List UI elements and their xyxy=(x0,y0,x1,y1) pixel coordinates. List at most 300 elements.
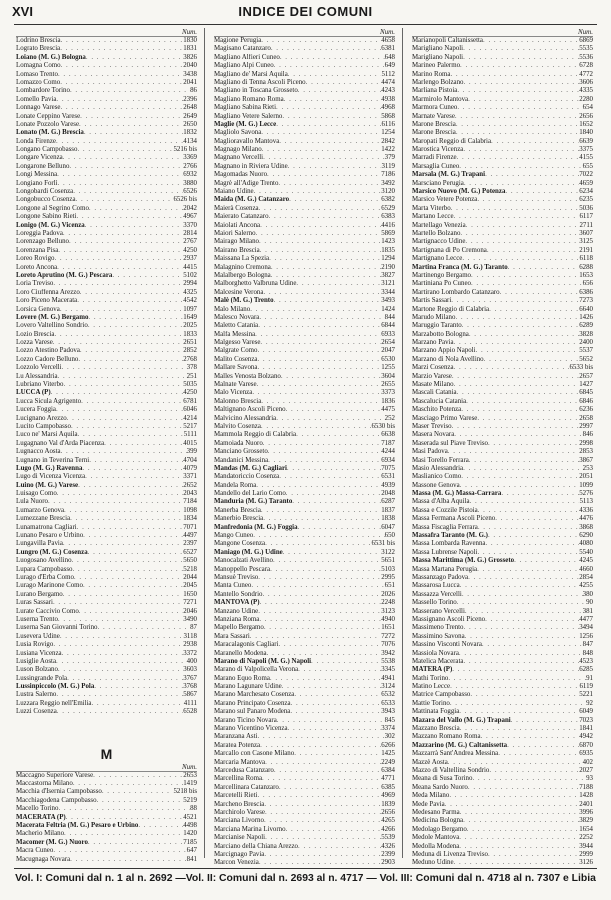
leader-dots xyxy=(56,691,183,699)
comune-name: Maiori Salerno xyxy=(214,229,256,237)
comune-number: 3943 xyxy=(381,708,395,716)
index-entry xyxy=(412,113,593,121)
comune-name: Mazara del Vallo (M. G.) Trapani xyxy=(412,716,511,724)
leader-dots xyxy=(291,700,382,708)
comune-name: Magliano Romano Roma xyxy=(214,95,284,103)
comune-number: 4940 xyxy=(381,615,395,623)
comune-name: Marciana Livorno xyxy=(214,817,264,825)
comune-name: Lorenzana Pisa xyxy=(16,246,59,254)
index-entry xyxy=(412,314,593,322)
leader-dots xyxy=(267,650,382,658)
comune-name: Massignano Ascoli Piceno xyxy=(412,615,486,623)
leader-dots xyxy=(78,356,183,364)
index-entry xyxy=(16,780,197,788)
leader-dots xyxy=(61,448,187,456)
leader-dots xyxy=(270,566,381,574)
index-entry xyxy=(214,675,395,683)
comune-name: Meduno Udine xyxy=(412,859,454,864)
index-entry xyxy=(16,121,197,129)
index-entry xyxy=(16,708,197,716)
index-entry xyxy=(16,71,197,79)
comune-number: 7187 xyxy=(381,439,395,447)
comune-name: Lucca Sicula Agrigento xyxy=(16,397,82,405)
comune-number: 5539 xyxy=(381,834,395,842)
leader-dots xyxy=(279,784,381,792)
index-entry xyxy=(214,440,395,448)
comune-name: Lomazzo Como xyxy=(16,78,61,86)
comune-name: Mamoiada Nuoro xyxy=(214,439,263,447)
comune-number: 841 xyxy=(186,855,197,863)
comune-name: Malgesso Varese xyxy=(214,339,261,347)
comune-name: MACERATA (P) xyxy=(16,813,66,821)
comune-number: 4521 xyxy=(183,813,197,821)
index-entry xyxy=(412,473,593,481)
leader-dots xyxy=(63,591,183,599)
leader-dots xyxy=(60,633,184,641)
leader-dots xyxy=(265,540,371,548)
index-entry xyxy=(214,457,395,465)
leader-dots xyxy=(258,322,381,330)
comune-name: Lozzo Atestino Padova xyxy=(16,347,80,355)
leader-dots xyxy=(461,473,579,481)
comune-number: 4134 xyxy=(183,137,197,145)
leader-dots xyxy=(483,37,579,45)
comune-name: Mascalucia Catania xyxy=(412,397,467,405)
index-entry xyxy=(214,801,395,809)
comune-number: 6530 bis xyxy=(371,422,395,430)
comune-number: 6046 xyxy=(183,406,197,414)
index-entry xyxy=(16,339,197,347)
comune-number: 6844 xyxy=(381,322,395,330)
comune-number: 3827 xyxy=(381,271,395,279)
leader-dots xyxy=(254,188,382,196)
leader-dots xyxy=(251,582,384,590)
comune-name: Lunamatrona Cagliari xyxy=(16,523,77,531)
leader-dots xyxy=(63,154,184,162)
comune-number: 6529 xyxy=(381,204,395,212)
comune-number: 4942 xyxy=(579,733,593,741)
comune-number: 4658 xyxy=(381,37,395,44)
index-entry xyxy=(16,772,197,780)
comune-name: Lurate Caccivio Como xyxy=(16,607,79,615)
comune-number: 4941 xyxy=(381,674,395,682)
comune-name: Manerba Brescia xyxy=(214,506,261,514)
leader-dots xyxy=(468,784,579,792)
comune-name: Lu Alessandria xyxy=(16,372,58,380)
leader-dots xyxy=(452,423,580,431)
comune-name: Lucito Campobasso xyxy=(16,422,71,430)
leader-dots xyxy=(464,624,580,632)
leader-dots xyxy=(89,457,183,465)
comune-name: Massa Martana Perugia xyxy=(412,565,478,573)
comune-name: Lonato (M. G.) Brescia xyxy=(16,129,84,137)
comune-number: 2656 xyxy=(579,112,593,120)
comune-name: Lonate Ceppino Varese xyxy=(16,112,81,120)
comune-number: 2048 xyxy=(381,490,395,498)
comune-name: Massiola Novara xyxy=(412,649,459,657)
comune-number: 2652 xyxy=(183,481,197,489)
comune-number: 3375 xyxy=(579,146,593,154)
leader-dots xyxy=(260,222,381,230)
index-entry xyxy=(16,280,197,288)
index-entry xyxy=(16,264,197,272)
comune-name: Loreo Rovigo xyxy=(16,255,55,263)
comune-number: 1426 xyxy=(579,313,593,321)
index-entry xyxy=(16,87,197,95)
index-entry xyxy=(214,532,395,540)
leader-dots xyxy=(274,767,381,775)
comune-number: 5035 xyxy=(183,381,197,389)
comune-number: 2938 xyxy=(183,641,197,649)
comune-number: 5221 xyxy=(579,691,593,699)
leader-dots xyxy=(465,238,579,246)
leader-dots xyxy=(292,498,381,506)
leader-dots xyxy=(456,129,579,137)
comune-number: 6531 bis xyxy=(371,540,395,548)
comune-number: 6933 xyxy=(381,330,395,338)
index-entry xyxy=(412,465,593,473)
index-entry xyxy=(16,146,197,154)
leader-dots xyxy=(455,314,579,322)
comune-number: 6386 xyxy=(579,288,593,296)
comune-number: 6870 xyxy=(579,741,593,749)
comune-name: Mattinata Foggia xyxy=(412,708,460,716)
leader-dots xyxy=(265,759,381,767)
comune-number: 5218 bis xyxy=(173,788,197,796)
index-entry xyxy=(214,683,395,691)
leader-dots xyxy=(463,45,579,53)
index-entry xyxy=(16,633,197,641)
comune-number: 3494 xyxy=(579,624,593,632)
index-entry xyxy=(412,549,593,557)
comune-number: 7023 xyxy=(579,716,593,724)
comune-number: 4416 xyxy=(381,221,395,229)
comune-name: Luserna San Giovanni Torino xyxy=(16,624,98,632)
comune-number: 2903 xyxy=(381,859,395,864)
comune-number: 3603 xyxy=(183,666,197,674)
comune-number: 6533 xyxy=(381,699,395,707)
comune-name: Marcignago Pavia xyxy=(214,850,265,858)
comune-name: Mara Sassari xyxy=(214,632,250,640)
comune-number: 1649 xyxy=(183,313,197,321)
comune-name: Marcheno Brescia xyxy=(214,800,265,808)
comune-name: Loreto Aprutino (M. G.) Pescara xyxy=(16,271,113,279)
entry-list xyxy=(412,37,593,864)
index-entry xyxy=(16,129,197,137)
index-entry xyxy=(214,306,395,314)
comune-number: 3767 xyxy=(183,674,197,682)
comune-name: Marsciano Perugia xyxy=(412,179,464,187)
comune-number: 5535 xyxy=(579,45,593,53)
index-entry xyxy=(412,54,593,62)
index-entry xyxy=(16,322,197,330)
comune-name: Lucignano Arezzo xyxy=(16,414,67,422)
comune-number: 6934 xyxy=(381,456,395,464)
comune-name: Lovero Valtellino Sondrio xyxy=(16,322,88,330)
leader-dots xyxy=(463,817,579,825)
index-entry xyxy=(412,608,593,616)
leader-dots xyxy=(76,196,174,204)
comune-number: 6049 xyxy=(579,708,593,716)
index-entry xyxy=(412,557,593,565)
leader-dots xyxy=(250,633,381,641)
index-entry xyxy=(16,591,197,599)
leader-dots xyxy=(72,557,184,565)
index-entry xyxy=(412,691,593,699)
comune-number: 7071 xyxy=(183,523,197,531)
comune-number: 4255 xyxy=(579,582,593,590)
comune-name: Massimeno Trento xyxy=(412,624,464,632)
index-entry xyxy=(16,549,197,557)
comune-number: 4326 xyxy=(381,842,395,850)
comune-number: 4079 xyxy=(183,464,197,472)
comune-name: Maser Treviso xyxy=(412,422,452,430)
index-entry xyxy=(412,859,593,864)
comune-name: Maratea Potenza xyxy=(214,741,261,749)
index-entry xyxy=(214,171,395,179)
entry-list-m xyxy=(16,772,197,864)
index-entry xyxy=(214,373,395,381)
comune-name: Longarone Belluno xyxy=(16,162,70,170)
comune-name: Martano Lecce xyxy=(412,213,454,221)
leader-dots xyxy=(260,247,381,255)
leader-dots xyxy=(77,297,183,305)
comune-name: Marigliano Napoli xyxy=(412,53,464,61)
comune-name: Marciano della Chiana Arezzo xyxy=(214,842,298,850)
index-entry xyxy=(412,205,593,213)
leader-dots xyxy=(281,373,381,381)
comune-number: 6528 xyxy=(183,708,197,716)
comune-name: Lusia Rovigo xyxy=(16,641,54,649)
leader-dots xyxy=(57,708,183,716)
comune-number: 3372 xyxy=(183,649,197,657)
index-column-3 xyxy=(412,28,593,864)
comune-name: Marchirolo Varese xyxy=(214,808,265,816)
index-entry xyxy=(412,180,593,188)
leader-dots xyxy=(57,264,183,272)
leader-dots xyxy=(448,448,579,456)
leader-dots xyxy=(262,775,381,783)
comune-name: Magliano di Tenna Ascoli Piceno xyxy=(214,78,306,86)
leader-dots xyxy=(256,230,382,238)
comune-number: 6118 xyxy=(579,255,593,263)
leader-dots xyxy=(73,188,183,196)
comune-name: Luras Sassari xyxy=(16,599,53,607)
leader-dots xyxy=(64,507,183,515)
comune-number: 4771 xyxy=(381,775,395,783)
index-entry xyxy=(16,154,197,162)
comune-name: Maida (M. G.) Catanzaro xyxy=(214,196,290,204)
index-entry xyxy=(214,767,395,775)
index-entry xyxy=(214,230,395,238)
comune-number: 3493 xyxy=(381,297,395,305)
comune-name: Marsaglia Cuneo xyxy=(412,162,460,170)
index-entry xyxy=(16,54,197,62)
index-entry xyxy=(214,381,395,389)
comune-name: Lomello Pavia xyxy=(16,95,57,103)
comune-name: Lozzolo Vercelli xyxy=(16,364,62,372)
leader-dots xyxy=(448,759,583,767)
index-entry xyxy=(412,398,593,406)
leader-dots xyxy=(57,171,183,179)
comune-number: 86 xyxy=(190,87,197,95)
index-entry xyxy=(412,238,593,246)
column-divider xyxy=(204,28,205,858)
comune-number: 1837 xyxy=(381,506,395,514)
comune-name: Longone Sabino Rieti xyxy=(16,213,77,221)
leader-dots xyxy=(276,121,381,129)
comune-number: 1256 xyxy=(579,632,593,640)
index-entry xyxy=(214,96,395,104)
comune-name: Matino Lecce xyxy=(412,683,451,691)
index-entry xyxy=(214,549,395,557)
leader-dots xyxy=(138,822,183,830)
leader-dots xyxy=(286,406,382,414)
index-entry xyxy=(412,129,593,137)
comune-name: Malgrate Como xyxy=(214,347,258,355)
index-entry xyxy=(16,205,197,213)
leader-dots xyxy=(491,138,579,146)
index-entry xyxy=(214,213,395,221)
leader-dots xyxy=(311,658,381,666)
leader-dots xyxy=(296,431,381,439)
comune-name: Malagnino Cremona xyxy=(214,263,271,271)
index-entry xyxy=(412,809,593,817)
comune-name: Lonate Pozzolo Varese xyxy=(16,120,80,128)
comune-number: 3121 xyxy=(381,280,395,288)
index-entry xyxy=(412,406,593,414)
comune-number: 7022 xyxy=(579,171,593,179)
leader-dots xyxy=(489,767,579,775)
comune-number: 2190 xyxy=(381,263,395,271)
comune-name: Marostica Vicenza xyxy=(412,146,464,154)
comune-name: Mathi Torino xyxy=(412,674,449,682)
index-entry xyxy=(214,817,395,825)
comune-name: Lubriano Viterbo xyxy=(16,381,64,389)
comune-number: 6285 xyxy=(579,666,593,674)
leader-dots xyxy=(82,465,183,473)
comune-number: 6639 xyxy=(579,137,593,145)
comune-name: Marzano Pavia xyxy=(412,339,454,347)
comune-name: Masi Torello Ferrara xyxy=(412,456,469,464)
index-entry xyxy=(412,306,593,314)
comune-name: Loiano (M. G.) Bologna xyxy=(16,53,86,61)
leader-dots xyxy=(485,616,579,624)
index-entry xyxy=(412,71,593,79)
comune-name: Massazza Vercelli xyxy=(412,590,462,598)
comune-name: Malalbergo Bologna xyxy=(214,271,271,279)
leader-dots xyxy=(60,79,183,87)
comune-name: Marianopoli Caltanissetta xyxy=(412,37,483,44)
comune-name: Malo Vicenza xyxy=(214,389,253,397)
comune-number: 6119 xyxy=(579,683,593,691)
leader-dots xyxy=(80,289,183,297)
column-header: Num. xyxy=(16,763,197,772)
comune-name: Lupara Campobasso xyxy=(16,565,73,573)
comune-number: 2997 xyxy=(579,422,593,430)
comune-number: 7273 xyxy=(579,297,593,305)
index-entry xyxy=(214,113,395,121)
comune-number: 2814 xyxy=(183,229,197,237)
comune-number: 4477 xyxy=(579,615,593,623)
leader-dots xyxy=(58,71,183,79)
comune-name: Meduna di Livenza Treviso xyxy=(412,850,488,858)
index-entry xyxy=(412,364,593,372)
leader-dots xyxy=(282,683,381,691)
comune-number: 6533 bis xyxy=(569,364,593,372)
comune-number: 4967 xyxy=(183,213,197,221)
index-entry xyxy=(214,540,395,548)
index-entry xyxy=(214,591,395,599)
bottom-rule xyxy=(14,868,597,869)
comune-number: 6932 xyxy=(183,171,197,179)
index-entry xyxy=(214,146,395,154)
comune-number: 4266 xyxy=(381,825,395,833)
leader-dots xyxy=(457,154,580,162)
comune-number: 2399 xyxy=(381,850,395,858)
index-entry xyxy=(412,347,593,355)
leader-dots xyxy=(463,79,579,87)
comune-name: Lusiana Vicenza xyxy=(16,649,62,657)
leader-dots xyxy=(257,733,384,741)
comune-name: Luzzara Reggio nell'Emilia xyxy=(16,699,92,707)
comune-number: 1422 xyxy=(381,146,395,154)
comune-number: 6935 xyxy=(579,750,593,758)
leader-dots xyxy=(477,415,579,423)
leader-dots xyxy=(468,574,579,582)
leader-dots xyxy=(484,356,580,364)
comune-name: Magliano in Toscana Grosseto xyxy=(214,87,298,95)
index-entry xyxy=(412,750,593,758)
page-header xyxy=(8,4,603,22)
comune-name: Longobucco Cosenza xyxy=(16,196,76,204)
leader-dots xyxy=(58,180,184,188)
index-entry xyxy=(214,415,395,423)
leader-dots xyxy=(485,540,579,548)
leader-dots xyxy=(64,381,184,389)
comune-name: Mattie Torino xyxy=(412,699,450,707)
index-entry xyxy=(412,566,593,574)
leader-dots xyxy=(454,339,580,347)
comune-number: 2767 xyxy=(183,238,197,246)
index-entry xyxy=(16,297,197,305)
comune-number: 6532 xyxy=(381,691,395,699)
index-entry xyxy=(412,457,593,465)
comune-number: 4772 xyxy=(579,70,593,78)
index-entry xyxy=(16,797,197,805)
comune-name: Macomer (M. G.) Nuoro xyxy=(16,838,88,846)
index-entry xyxy=(412,624,593,632)
comune-number: 3125 xyxy=(579,238,593,246)
comune-name: Masserano Vercelli xyxy=(412,607,465,615)
comune-name: Luisago Como xyxy=(16,490,57,498)
index-entry xyxy=(16,96,197,104)
comune-name: Mandatoriccio Cosenza xyxy=(214,473,280,481)
leader-dots xyxy=(61,37,184,45)
comune-number: 1652 xyxy=(579,120,593,128)
comune-number: 2027 xyxy=(579,766,593,774)
comune-number: 6235 xyxy=(579,196,593,204)
comune-name: Marigliano Napoli xyxy=(412,45,464,53)
comune-name: Marano Lagunare Udine xyxy=(214,683,282,691)
leader-dots xyxy=(462,255,579,263)
leader-dots xyxy=(78,482,183,490)
comune-number: 2042 xyxy=(183,204,197,212)
leader-dots xyxy=(63,540,183,548)
comune-number: 7272 xyxy=(381,632,395,640)
leader-dots xyxy=(485,171,579,179)
comune-name: Martellago Venezia xyxy=(412,221,466,229)
